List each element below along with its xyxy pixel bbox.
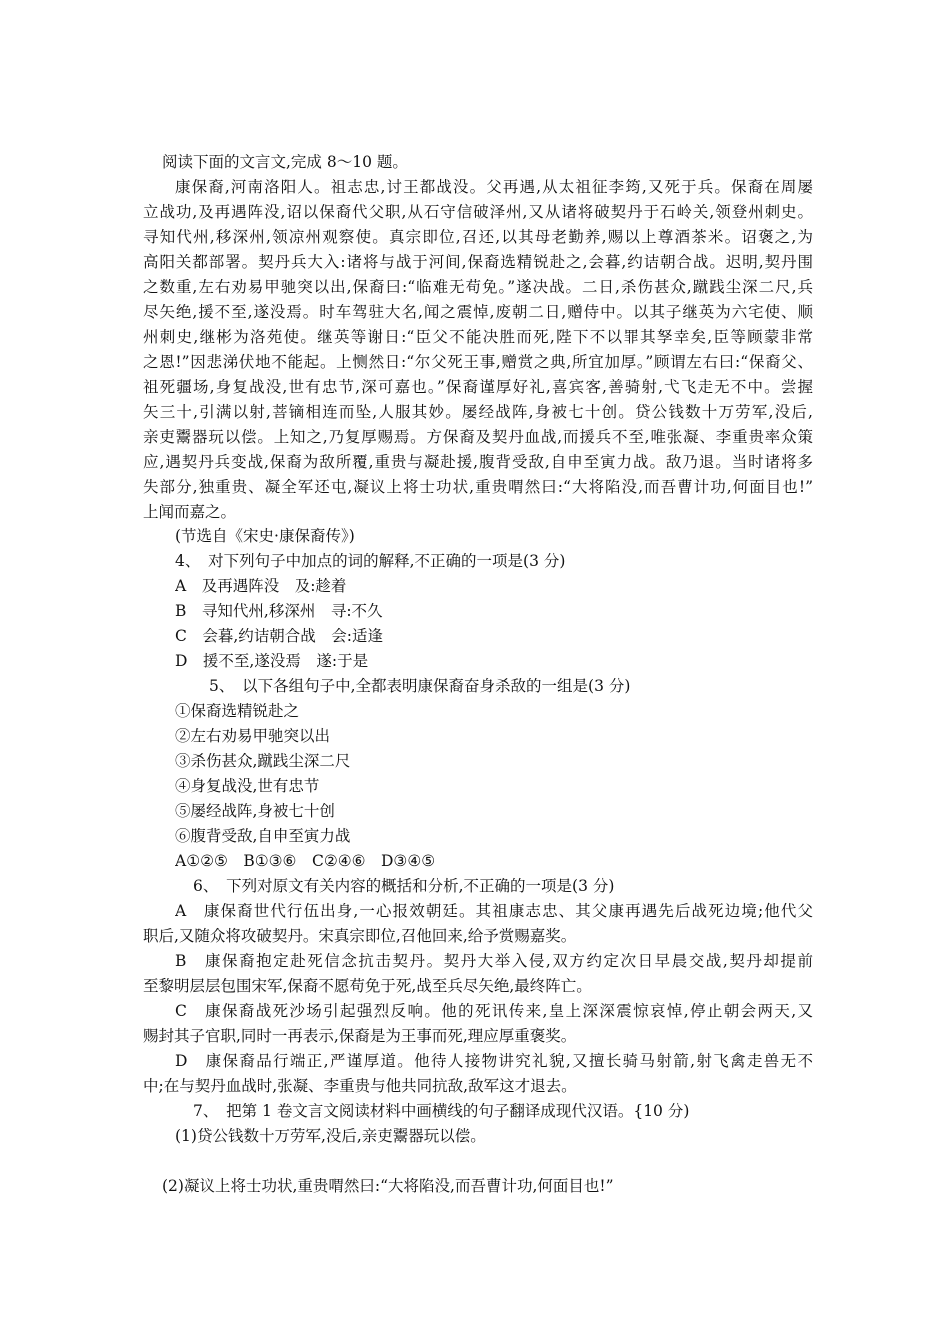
question-4-option-c: C 会暮,约诘朝合战 会:适逢 — [175, 627, 384, 645]
question-6-option-line: 中;在与契丹血战时,张凝、李重贵与他共同抗敌,敌军这才退去。 — [143, 1077, 577, 1095]
passage-line: 寻知代州,移深州,领凉州观察使。真宗即位,召还,以其母老勤养,赐以上尊酒茶米。诏褒之,为 — [143, 228, 813, 246]
question-6-option-line: 职后,又随众将攻破契丹。宋真宗即位,召他回来,给予赏赐嘉奖。 — [143, 927, 577, 945]
question-7-stem: 7、 把第 1 卷文言文阅读材料中画横线的句子翻译成现代汉语。{10 分) — [193, 1102, 690, 1120]
passage-line: 应,遇契丹兵变战,保裔为敌所覆,重贵与凝赴援,腹背受敌,自申至寅力战。敌乃退。当时诸将多 — [143, 453, 813, 471]
question-6-stem: 6、 下列对原文有关内容的概括和分析,不正确的一项是(3 分) — [193, 877, 615, 895]
passage-line: 尽矢绝,援不至,遂没焉。时车驾驻大名,闻之震悼,废朝二日,赠侍中。以其子继英为六宅使、顺 — [143, 303, 813, 321]
question-6-option-line: A 康保裔世代行伍出身,一心报效朝廷。其祖康志忠、其父康再遇先后战死边境;他代父 — [175, 902, 813, 920]
question-7-sub-1: (1)贷公钱数十万劳军,没后,亲吏鬻器玩以偿。 — [175, 1127, 486, 1145]
question-4-stem: 4、 对下列句子中加点的词的解释,不正确的一项是(3 分) — [175, 552, 566, 570]
question-6-option-line: C 康保裔战死沙场引起强烈反响。他的死讯传来,皇上深深震惊哀悼,停止朝会两天,又 — [175, 1002, 813, 1020]
question-6-option-line: 至黎明层层包围宋军,保裔不愿苟免于死,战至兵尽矢绝,最终阵亡。 — [143, 977, 592, 995]
passage-line: 州刺史,继彬为洛苑使。继英等谢日:“臣父不能决胜而死,陛下不以罪其孥幸矣,臣等顾蒙非常 — [143, 328, 813, 346]
passage-line: 康保裔,河南洛阳人。祖志忠,讨王都战没。父再遇,从太祖征李筠,又死于兵。保裔在周屡 — [175, 178, 813, 196]
passage-line: 之恩!”因悲涕伏地不能起。上恻然日:“尔父死王事,赠赏之典,所宜加厚。”顾谓左右曰:“保裔父、 — [143, 353, 813, 371]
question-5-item: ③杀伤甚众,蹴践尘深二尺 — [175, 752, 351, 770]
passage-line: 失部分,独重贵、凝全军还屯,凝议上将士功状,重贵喟然曰:“大将陷没,而吾曹计功,何面目也!” — [143, 478, 813, 496]
question-5-stem: 5、 以下各组句子中,全都表明康保裔奋身杀敌的一组是(3 分) — [209, 677, 631, 695]
instruction: 阅读下面的文言文,完成 8～10 题。 — [162, 153, 408, 171]
passage-line: 祖死疆场,身复战没,世有忠节,深可嘉也。”保裔谨厚好礼,喜宾客,善骑射,弋飞走无不中。尝握 — [143, 378, 813, 396]
passage-line: 高阳关都部署。契丹兵大入:诸将与战于河间,保裔选精锐赴之,会暮,约诘朝合战。迟明,契丹围 — [143, 253, 813, 271]
question-6-option-line: B 康保裔抱定赴死信念抗击契丹。契丹大举入侵,双方约定次日早晨交战,契丹却提前 — [175, 952, 813, 970]
passage-line: 亲吏鬻器玩以偿。上知之,乃复厚赐焉。方保裔及契丹血战,而援兵不至,唯张凝、李重贵率众策 — [143, 428, 813, 446]
passage-line: 之数重,左右劝易甲驰突以出,保裔曰:“临难无苟免。”遂决战。二日,杀伤甚众,蹴践尘深二尺,兵 — [143, 278, 813, 296]
question-4-option-b: B 寻知代州,移深州 寻:不久 — [175, 602, 383, 620]
question-5-item: ①保裔选精锐赴之 — [175, 702, 300, 720]
question-4-option-a: A 及再遇阵没 及:趁着 — [175, 577, 347, 595]
question-5-item: ⑤屡经战阵,身被七十创 — [175, 802, 335, 820]
passage-line: 上闻而嘉之。 — [143, 503, 237, 521]
question-5-item: ⑥腹背受敌,自申至寅力战 — [175, 827, 351, 845]
question-5-item: ④身复战没,世有忠节 — [175, 777, 320, 795]
passage-line: 矢三十,引满以射,菩镝相连而坠,人服其妙。屡经战阵,身被七十创。贷公钱数十万劳军,没后, — [143, 403, 813, 421]
question-6-option-line: D 康保裔品行端正,严谨厚道。他待人接物讲究礼貌,又擅长骑马射箭,射飞禽走兽无不 — [175, 1052, 813, 1070]
source-note: (节选自《宋史·康保裔传》) — [175, 527, 355, 545]
question-5-item: ②左右劝易甲驰突以出 — [175, 727, 331, 745]
question-7-sub-2: (2)凝议上将士功状,重贵喟然曰:“大将陷没,而吾曹计功,何面目也!” — [162, 1177, 614, 1195]
question-5-choices: A①②⑤ B①③⑥ C②④⑥ D③④⑤ — [175, 852, 436, 870]
question-6-option-line: 赐封其子官职,同时一再表示,保裔是为王事而死,理应厚重褒奖。 — [143, 1027, 577, 1045]
passage-line: 立战功,及再遇阵没,诏以保裔代父职,从石守信破泽州,又从诸将破契丹于石岭关,领登州刺史。 — [143, 203, 813, 221]
question-4-option-d: D 援不至,遂没焉 遂:于是 — [175, 652, 369, 670]
